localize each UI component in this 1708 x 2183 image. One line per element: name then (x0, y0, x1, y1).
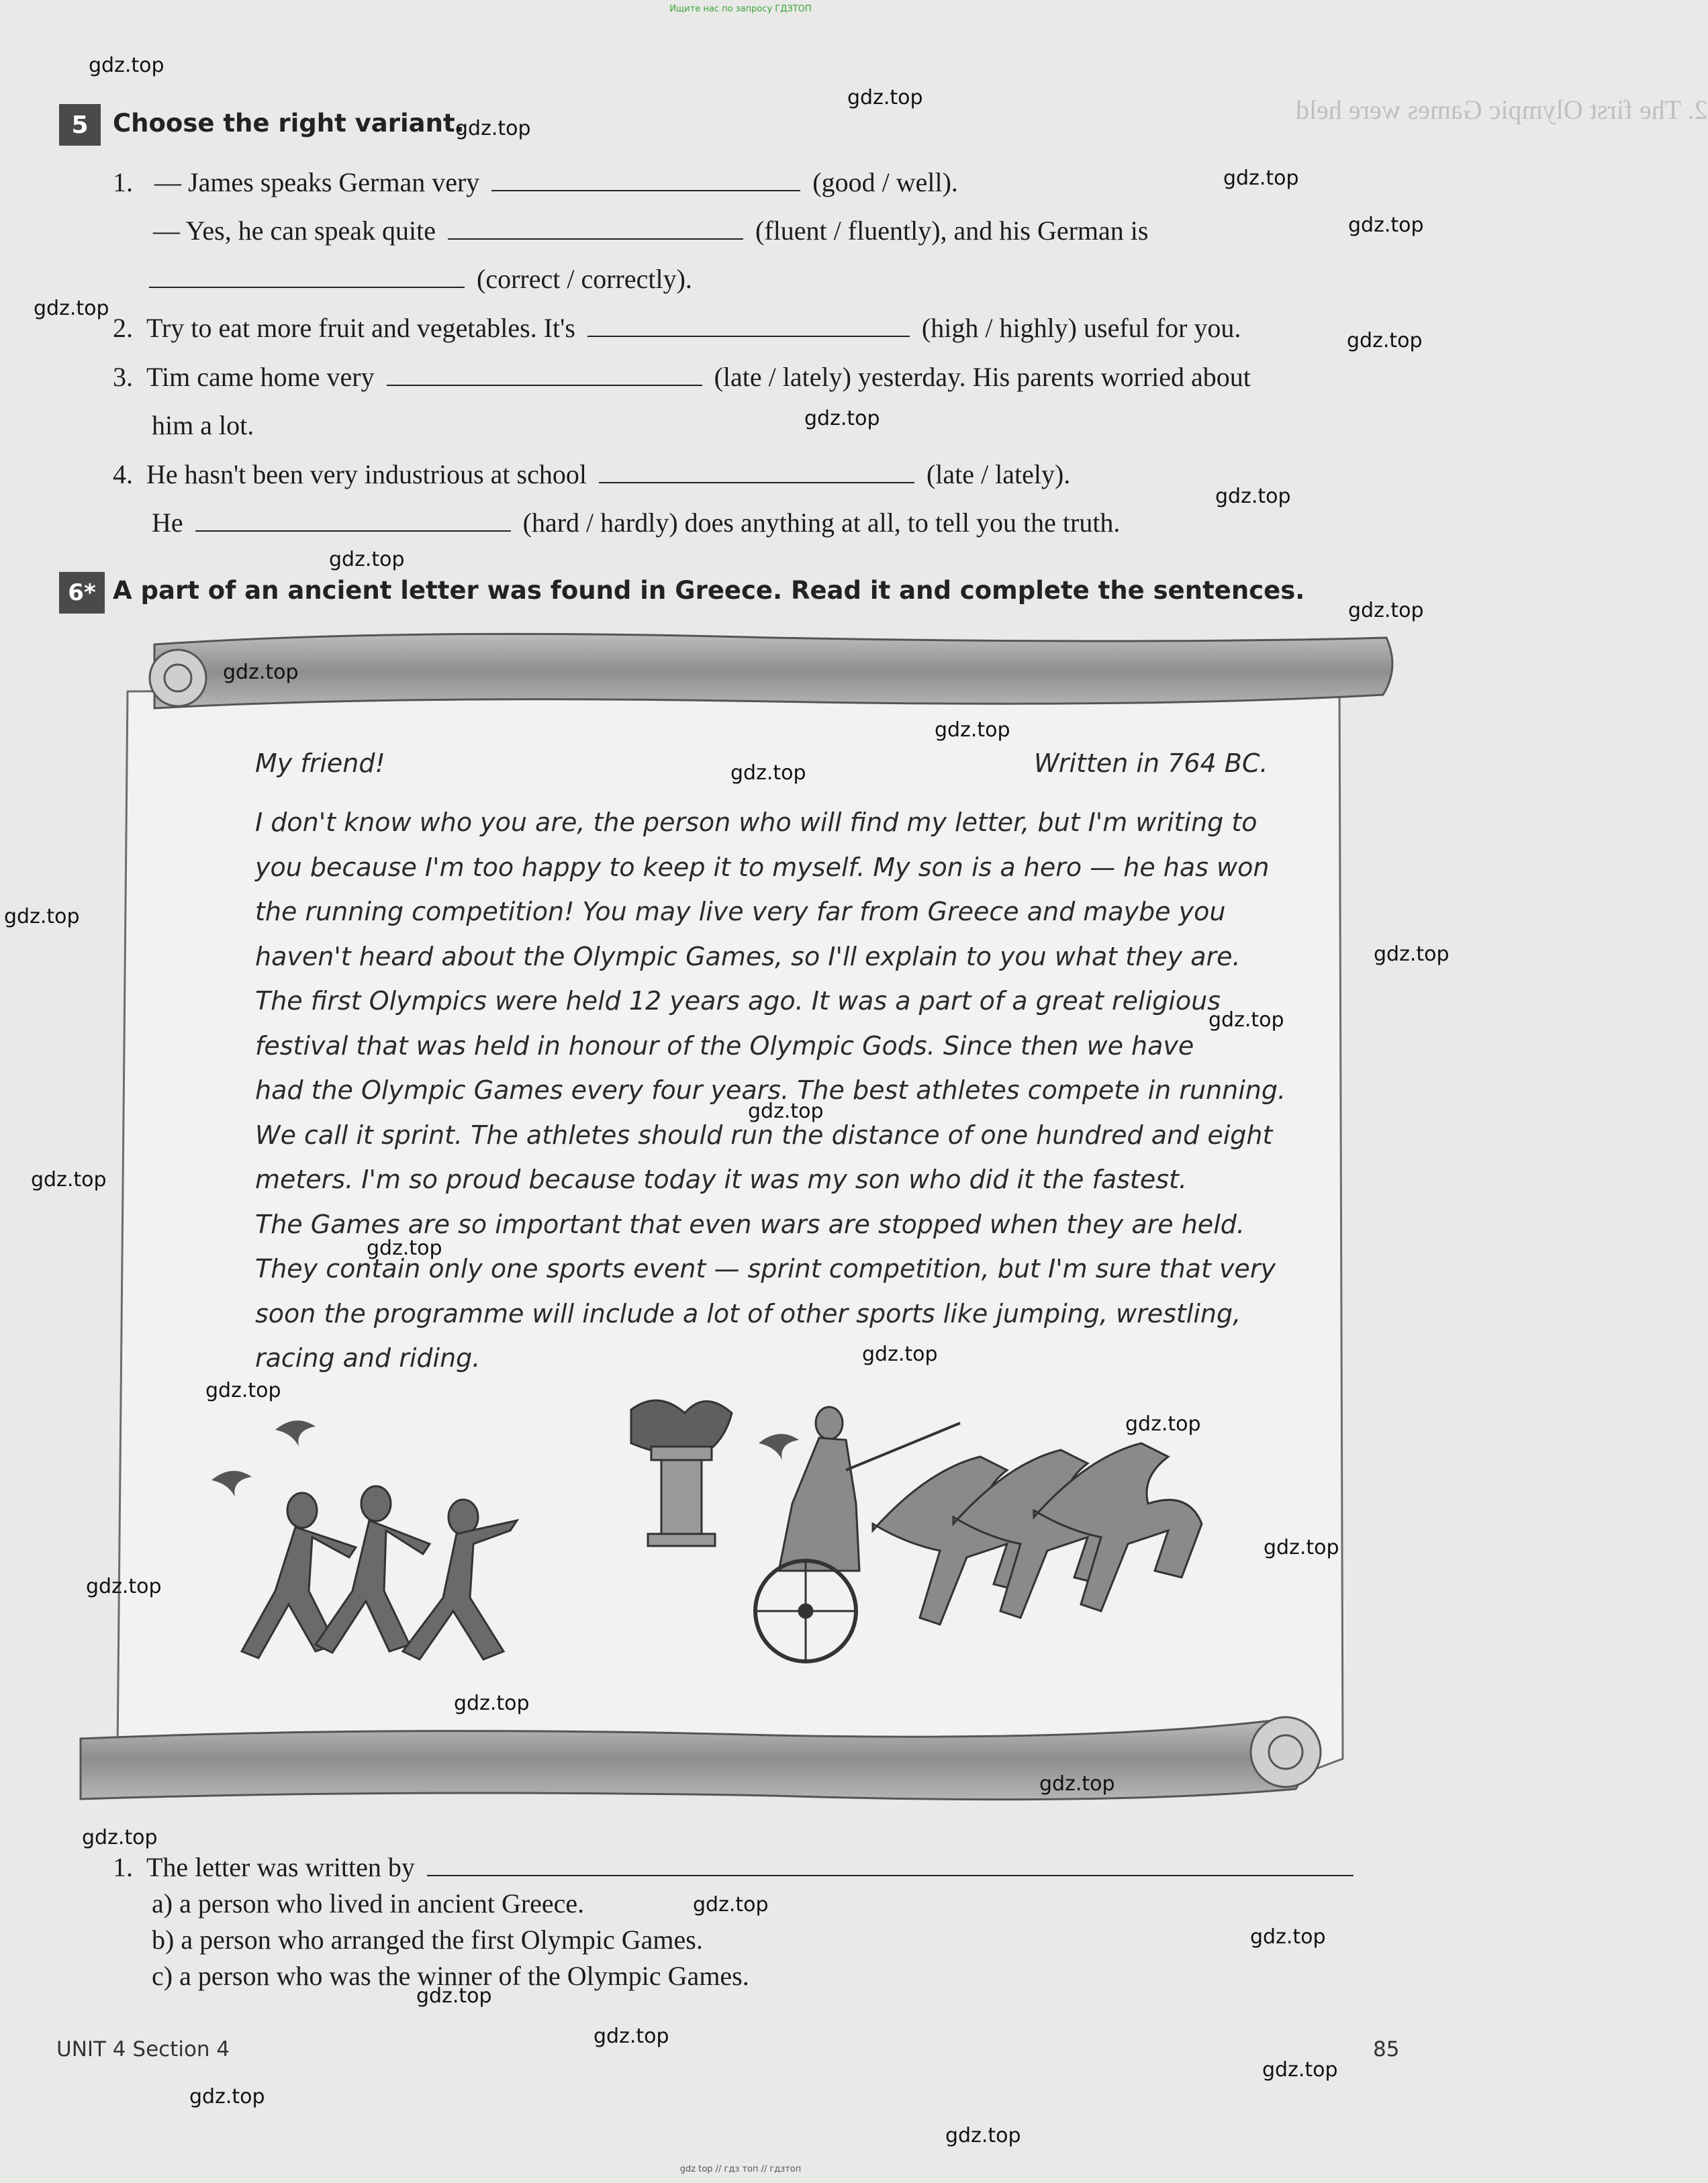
watermark-label: gdz.top (935, 718, 1010, 742)
bird-icon (759, 1434, 799, 1460)
watermark-label: gdz.top (1039, 1772, 1115, 1796)
runners-figure (242, 1486, 517, 1659)
watermark-label: gdz.top (1125, 1412, 1201, 1436)
watermark-label: gdz.top (847, 86, 923, 109)
watermark-label: gdz.top (1347, 329, 1423, 352)
exercise5-item-4b: He (hard / hardly) does anything at all, to tell you the truth. (152, 507, 1121, 538)
bird-icon (275, 1420, 316, 1447)
exercise-title: A part of an ancient letter was found in Greece. Read it and complete the sentences. (113, 576, 1305, 605)
watermark-label: gdz.top (1215, 485, 1291, 508)
watermark-label: gdz.top (730, 761, 806, 785)
watermark-label: gdz.top (189, 2085, 265, 2108)
exercise5-item-3: 3. Tim came home very (late / lately) yesterday. His parents worried about (113, 362, 1251, 392)
exercise5-item-3b: him a lot. (152, 410, 254, 440)
watermark-label: gdz.top (748, 1100, 824, 1123)
letter-line: The Games are so important that even wars are stopped when they are held. (255, 1210, 1245, 1239)
letter-line: They contain only one sports event — sprint competition, but I'm sure that very (255, 1254, 1276, 1283)
watermark-label: gdz.top (4, 905, 80, 928)
letter-line: the running competition! You may live very far from Greece and maybe you (255, 897, 1226, 926)
watermark-label: gdz.top (329, 548, 405, 571)
answer-blank[interactable] (427, 1856, 1354, 1876)
question-1: 1. The letter was written by (113, 1851, 1359, 1883)
exercise-title: Choose the right variant. (113, 109, 465, 138)
chariot-figure (755, 1407, 1202, 1661)
watermark-label: gdz.top (367, 1236, 442, 1260)
option-b[interactable]: b) a person who arranged the first Olympic Games. (152, 1925, 703, 1955)
letter-line: haven't heard about the Olympic Games, so I'll explain to you what they are. (255, 942, 1241, 971)
bird-icon (211, 1471, 252, 1497)
watermark-label: gdz.top (1223, 166, 1299, 190)
watermark-label: gdz.top (804, 407, 880, 430)
watermark-label: gdz.top (31, 1168, 107, 1192)
watermark-label: gdz.top (1348, 213, 1424, 237)
watermark-label: gdz.top (1250, 1925, 1326, 1949)
watermark-label: gdz.top (1264, 1536, 1339, 1559)
watermark-label: gdz.top (1348, 599, 1424, 622)
watermark-label: gdz.top (89, 54, 164, 77)
letter-date: Written in 764 BC. (1034, 748, 1268, 778)
letter-line: I don't know who you are, the person who will find my letter, but I'm writing to (255, 808, 1258, 837)
watermark-label: gdz.top (594, 2025, 669, 2048)
letter-line: you because I'm too happy to keep it to myself. My son is a hero — he has won (255, 853, 1270, 882)
watermark-label: gdz.top (455, 117, 531, 140)
letter-greeting: My friend! (255, 748, 385, 778)
watermark-label: gdz.top (1374, 942, 1450, 966)
letter-line: soon the programme will include a lot of other sports like jumping, wrestling, (255, 1299, 1241, 1328)
watermark-label: gdz.top (945, 2124, 1021, 2147)
watermark-label: gdz.top (34, 297, 109, 320)
exercise5-item-4: 4. He hasn't been very industrious at school (late / lately). (113, 459, 1071, 489)
watermark-label: gdz.top (205, 1379, 281, 1402)
watermark-label: gdz.top (862, 1343, 938, 1366)
exercise5-item-1c: (correct / correctly). (149, 263, 692, 295)
bottom-search-link[interactable]: gdz top // гдз топ // гдзтоп (679, 2164, 802, 2174)
unit-section-footer: UNIT 4 Section 4 (56, 2037, 230, 2061)
letter-line: racing and riding. (255, 1343, 481, 1373)
exercise5-item-2: 2. Try to eat more fruit and vegetables. It's (high / highly) useful for you. (113, 313, 1241, 343)
watermark-label: gdz.top (454, 1692, 530, 1715)
watermark-label: gdz.top (223, 661, 299, 684)
letter-line: We call it sprint. The athletes should run the distance of one hundred and eight (255, 1120, 1273, 1150)
exercise5-item-1: 1. — James speaks German very (good / well). (113, 167, 958, 197)
watermark-label: gdz.top (1208, 1008, 1284, 1032)
page-number: 85 (1373, 2037, 1400, 2061)
exercise-number-badge: 6* (59, 572, 105, 614)
watermark-label: gdz.top (86, 1575, 162, 1598)
option-c[interactable]: c) a person who was the winner of the Olympic Games. (152, 1961, 749, 1991)
ancient-illustration (201, 1396, 1276, 1712)
torch-column (631, 1400, 732, 1546)
watermark-label: gdz.top (1262, 2058, 1338, 2082)
letter-line: meters. I'm so proud because today it was my son who did it the fastest. (255, 1165, 1187, 1194)
watermark-label: gdz.top (416, 1984, 492, 2008)
option-a[interactable]: a) a person who lived in ancient Greece. (152, 1888, 585, 1919)
watermark-label: gdz.top (82, 1826, 158, 1849)
letter-line: The first Olympics were held 12 years ago. It was a part of a great religious (255, 986, 1221, 1016)
letter-line: had the Olympic Games every four years. The best athletes compete in running. (255, 1075, 1286, 1105)
letter-line: festival that was held in honour of the Olympic Gods. Since then we have (255, 1031, 1194, 1061)
exercise-number-badge: 5 (59, 104, 101, 146)
bleed-through-decoration: 2. The first Olympic Games were held (1296, 95, 1708, 125)
exercise5-item-1b: — Yes, he can speak quite (fluent / fluently), and his German is (153, 215, 1149, 246)
search-hint-link[interactable]: Ищите нас по запросу ГДЗТОП (669, 4, 812, 14)
watermark-label: gdz.top (693, 1893, 769, 1917)
